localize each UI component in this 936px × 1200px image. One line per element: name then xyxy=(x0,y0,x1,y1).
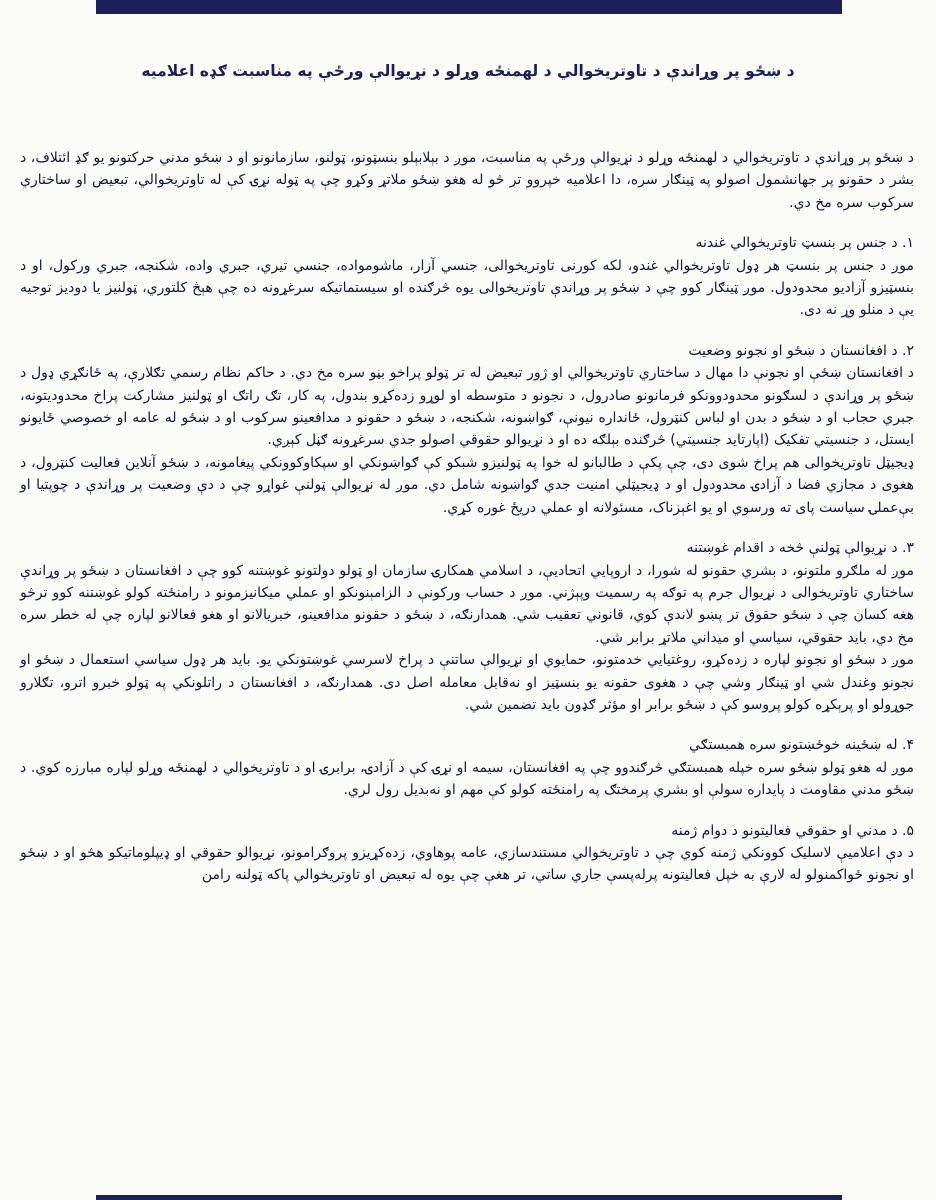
section-heading: ۳. د نړيوالې ټولنې څخه د اقدام غوښتنه xyxy=(686,540,914,557)
section-paragraph: د دې اعلاميې لاسليک کوونکي ژمنه کوي چې د تاوتريخوالي مستندسازي، عامه پوهاوي، زده‌کړيزو پروګرامونو، نړيوالو حقوقي او ډيپلوماتيکو هڅو او د ښځو او نجونو ځواکمنولو له لارې به خپل فعاليتونه پرله‌پسې جاري ساتي، تر هغې چې يوه له تبعيض او تاوتريخوالي پاکه ټولنه رامن xyxy=(20,844,914,884)
section-paragraph: موږ د جنس پر بنسټ هر ډول تاوتريخوالي غندو، لکه کورنی تاوتريخوالی، جنسي آزار، ماشومواده، جنسي تيري، جبري واده، شکنجه، جبري ورکول، او د بنسټيزو آزاديو محدودول. موږ ټينګار کوو چې د ښځو پر وړاندې تاوتريخوالی يوه څرګنده او سيستماتيکه سرغړونه ده چې هېڅ کلتوري، ټولنيز يا دوديز توجيه يې د منلو وړ نه دی. xyxy=(20,257,914,319)
section-4 xyxy=(20,734,914,801)
intro-paragraph: د ښځو پر وړاندې د تاوتريخوالي د لهمنځه وړلو د نړيوالې ورځې په مناسبت، موږ د بېلابېلو بنسټونو، ټولنو، سازمانونو او د ښځو مدني حرکتونو يو ګډ ائتلاف، د بشر د حقونو پر جهانشمول اصولو په ټينګار سره، دا اعلاميه خپروو تر څو له هغو ښځو ملاتړ وکړو چې په ټوله نړۍ کې له تاوتريخوالي، تبعيض او ساختاري سرکوب سره مخ دي. xyxy=(20,150,914,211)
section-heading: ۵. د مدني او حقوقي فعاليتونو د دوام ژمنه xyxy=(671,822,914,839)
section-heading: ۴. له ښځينه خوځښتونو سره همبستګي xyxy=(689,737,914,754)
section-3 xyxy=(20,537,914,716)
document-body xyxy=(20,147,914,905)
section-heading: ۲. د افغانستان د ښځو او نجونو وضعيت xyxy=(688,342,914,359)
top-decorative-bar xyxy=(96,0,842,14)
section-2 xyxy=(20,340,914,519)
section-heading: ۱. د جنس پر بنسټ تاوتريخوالي غندنه xyxy=(695,235,914,252)
section-paragraph: موږ له هغو ټولو ښځو سره خپله همبستګي څرګندوو چې په افغانستان، سيمه او نړۍ کې د آزادۍ، برابرۍ او د تاوتريخوالي د لهمنځه وړلو لپاره مبارزه کوي. د ښځو مدني مقاومت د پايداره سولې او بشري پرمختګ په رامنځته کولو کې مهم او نه‌بديل رول لري. xyxy=(20,759,914,799)
document-title: د ښځو پر وړاندې د تاوتريخوالي د لهمنځه وړلو د نړيوالې ورځې په مناسبت ګډه اعلاميه xyxy=(141,62,795,80)
section-1 xyxy=(20,232,914,322)
section-paragraph: ډيجيټل تاوتريخوالی هم پراخ شوی دی، چې پکې د طالبانو له خوا په ټولنيزو شبکو کې ګواښونکي او سپکاوکوونکي پيغامونه، د ښځو آنلاين فعاليت کنټرول، د هغوی د مجازي فضا د آزادۍ محدودول او د ډيجيټلي امنيت جدي ګواښونه شامل دي. موږ له نړيوالې ټولنې غواړو چې د دې وضعيت پر وړاندې د چوپتيا او بې‌عملۍ سياست پای ته ورسوي او يو اغېزناک، مسئولانه او عملي دريځ غوره کړي. xyxy=(20,454,914,516)
bottom-decorative-bar xyxy=(96,1195,842,1200)
section-paragraph: موږ د ښځو او نجونو لپاره د زده‌کړو، روغتيايي خدمتونو، حمايوي او نړيوالې ساتنې د پراخ لاسرسي غوښتونکي يو. بايد هر ډول سياسي استعمال د ښځو او نجونو وغندل شي او ټينګار وشي چې د هغوی حقونه يو بنسټيز او نه‌قابل معامله اصل دی. همدارنګه، د افغانستان د راتلونکي په ټولو خبرو اترو، تګلارو جوړولو او پرېکړه کولو پروسو کې د ښځو برابر او مؤثر ګډون بايد تضمين شي. xyxy=(20,652,914,713)
section-5 xyxy=(20,820,914,887)
section-paragraph: د افغانستان ښځې او نجونې دا مهال د ساختاري تاوتريخوالي او ژور تبعيض له تر ټولو پراخو بڼو سره مخ دي. د حاکم نظام رسمي تګلارې، په ځانګړي ډول د ښځو پر وړاندې د لسګونو محدودوونکو فرمانونو صادرول، د نجونو د متوسطه او لوړو زده‌کړو بندول، په کار، تګ راتګ او ټولنيز مشارکت پراخ محدوديتونه، جبري حجاب او د ښځو د بدن او لباس کنټرول، ځانداره نيونې، ګواښونه، شکنجه، د ښځو د حقونو د مدافعينو سرکوب او د ښځو له عامه او خصوصي ځايونو ايستل، د جنسيتي تفکيک (اپارتايد جنسيتي) څرګنده بېلګه ده او د نړيوالو حقوقي اصولو جدي سرغړونه ګڼل کېږي. xyxy=(20,365,914,449)
section-paragraph: موږ له ملګرو ملتونو، د بشري حقونو له شورا، د اروپايي اتحاديې، د اسلامي همکارۍ سازمان او ټولو دولتونو غوښتنه کوو چې د افغانستان د ښځو پر وړاندې ساختاري تاوتريخوالی د نړيوال جرم په توګه په رسميت وپېژني. موږ د حساب ورکونې د الزامېنونکو او عملي ميکانيزمونو د رامنځته کولو غوښتنه کوو ترڅو هغه کسان چې د ښځو حقوق تر پښو لاندې کوي، قانوني تعقيب شي. همدارنګه، د ښځو د حقونو مدافعينو، خبريالانو او هغو فعالانو لپاره چې له خطر سره مخ دي، بايد حقوقي، سياسي او ميداني ملاتړ برابر شي. xyxy=(20,562,914,646)
